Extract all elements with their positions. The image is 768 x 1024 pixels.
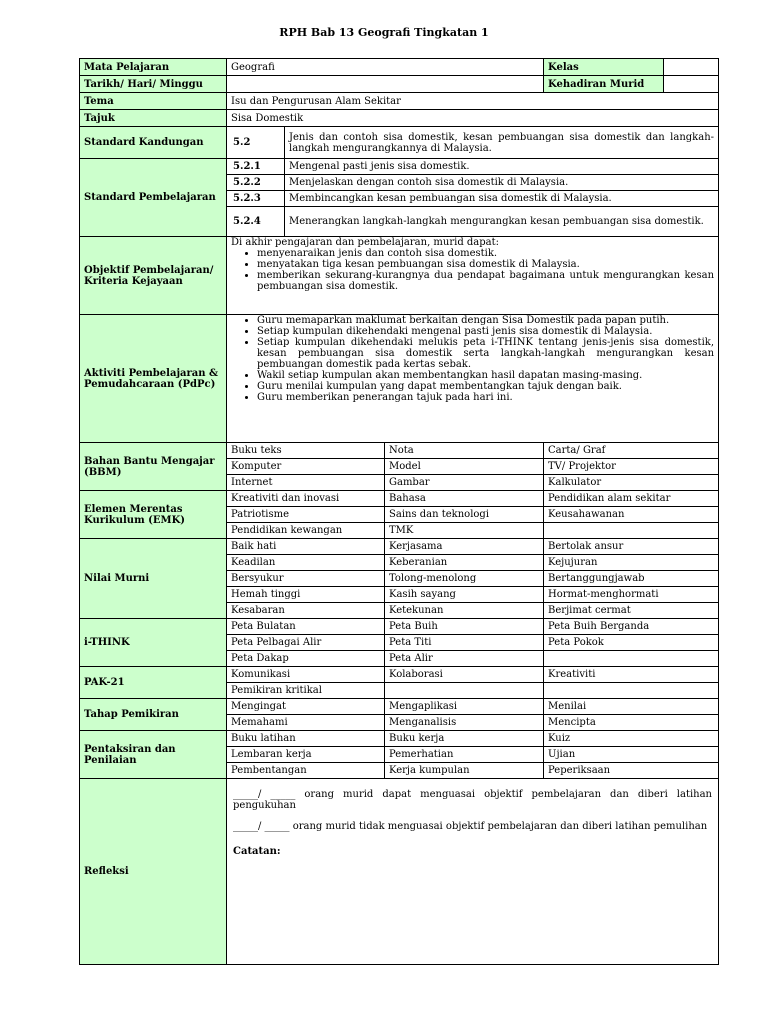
option-cell[interactable]: Peta Buih Berganda — [544, 619, 719, 635]
option-cell[interactable]: Bertolak ansur — [544, 539, 719, 555]
option-cell[interactable]: Menilai — [544, 699, 719, 715]
objektif-label: Objektif Pembelajaran/ Kriteria Kejayaan — [80, 237, 227, 315]
grid-row — [80, 539, 719, 555]
option-cell[interactable]: TV/ Projektor — [544, 459, 719, 475]
option-cell[interactable]: Gambar — [385, 475, 544, 491]
option-cell[interactable]: Mengaplikasi — [385, 699, 544, 715]
aktiviti-item: • Guru menilai kumpulan yang dapat membentangkan tajuk dengan baik. — [257, 381, 714, 392]
option-cell[interactable]: Komputer — [227, 459, 385, 475]
sp-text: Membincangkan kesan pembuangan sisa domestik di Malaysia. — [285, 191, 719, 207]
standard-pembelajaran-label: Standard Pembelajaran — [80, 159, 227, 237]
catatan-label[interactable]: Catatan: — [233, 846, 281, 857]
option-cell[interactable]: Buku kerja — [385, 731, 544, 747]
section-label: i-THINK — [80, 619, 227, 667]
mata-pelajaran-label: Mata Pelajaran — [80, 59, 227, 76]
row-tarikh — [80, 76, 719, 93]
grid-row — [80, 731, 719, 747]
sp-text: Menerangkan langkah-langkah mengurangkan kesan pembuangan sisa domestik. — [285, 207, 719, 237]
grid-row — [80, 491, 719, 507]
row-refleksi — [80, 779, 719, 965]
option-cell[interactable]: Buku latihan — [227, 731, 385, 747]
option-cell[interactable]: Carta/ Graf — [544, 443, 719, 459]
tema-label: Tema — [80, 93, 227, 110]
option-cell[interactable]: Peta Pokok — [544, 635, 719, 651]
option-cell[interactable] — [544, 651, 719, 667]
objektif-item: • menyatakan tiga kesan pembuangan sisa domestik di Malaysia. — [257, 259, 714, 270]
sp-code: 5.2.4 — [227, 207, 285, 237]
tarikh-value[interactable] — [227, 76, 544, 93]
option-cell[interactable]: Pemikiran kritikal — [227, 683, 385, 699]
tarikh-label: Tarikh/ Hari/ Minggu — [80, 76, 227, 93]
mata-pelajaran-value[interactable]: Geografi — [227, 59, 544, 76]
option-cell[interactable]: Kerjasama — [385, 539, 544, 555]
objektif-intro: Di akhir pengajaran dan pembelajaran, murid dapat: — [231, 237, 500, 248]
section-label: Nilai Murni — [80, 539, 227, 619]
option-cell[interactable]: Peta Alir — [385, 651, 544, 667]
option-cell[interactable]: Baik hati — [227, 539, 385, 555]
row-tema — [80, 93, 719, 110]
option-cell[interactable]: Kreativiti dan inovasi — [227, 491, 385, 507]
option-cell[interactable]: Kolaborasi — [385, 667, 544, 683]
option-cell[interactable]: Nota — [385, 443, 544, 459]
option-cell[interactable]: Peta Buih — [385, 619, 544, 635]
option-cell[interactable]: Pembentangan — [227, 763, 385, 779]
kehadiran-label: Kehadiran Murid — [544, 76, 664, 93]
option-cell[interactable]: Memahami — [227, 715, 385, 731]
aktiviti-label: Aktiviti Pembelajaran & Pemudahcaraan (PdPc) — [80, 315, 227, 443]
option-cell[interactable]: Pemerhatian — [385, 747, 544, 763]
option-cell[interactable]: Hemah tinggi — [227, 587, 385, 603]
kelas-value[interactable] — [664, 59, 719, 76]
option-cell[interactable]: Bahasa — [385, 491, 544, 507]
section-label: Bahan Bantu Mengajar (BBM) — [80, 443, 227, 491]
option-cell[interactable]: Keberanian — [385, 555, 544, 571]
tajuk-value[interactable]: Sisa Domestik — [227, 110, 719, 127]
option-cell[interactable]: TMK — [385, 523, 544, 539]
grid-sections — [80, 443, 719, 779]
sp-text: Mengenal pasti jenis sisa domestik. — [285, 159, 719, 175]
option-cell[interactable]: Tolong-menolong — [385, 571, 544, 587]
standard-kandungan-code: 5.2 — [227, 127, 285, 159]
grid-row — [80, 443, 719, 459]
aktiviti-content — [227, 315, 719, 443]
option-cell[interactable]: Keadilan — [227, 555, 385, 571]
option-cell[interactable]: Bertanggungjawab — [544, 571, 719, 587]
section-label: Elemen Merentas Kurikulum (EMK) — [80, 491, 227, 539]
option-cell[interactable]: Komunikasi — [227, 667, 385, 683]
option-cell[interactable]: Bersyukur — [227, 571, 385, 587]
option-cell[interactable]: Patriotisme — [227, 507, 385, 523]
section-label: PAK-21 — [80, 667, 227, 699]
document-title: RPH Bab 13 Geografi Tingkatan 1 — [279, 26, 489, 39]
section-label: Tahap Pemikiran — [80, 699, 227, 731]
sp-code: 5.2.1 — [227, 159, 285, 175]
aktiviti-item: • Guru memberikan penerangan tajuk pada hari ini. — [257, 392, 714, 403]
option-cell[interactable]: Keusahawanan — [544, 507, 719, 523]
option-cell[interactable]: Kreativiti — [544, 667, 719, 683]
row-standard-kandungan — [80, 127, 719, 159]
option-cell[interactable]: Buku teks — [227, 443, 385, 459]
option-cell[interactable] — [544, 523, 719, 539]
tajuk-label: Tajuk — [80, 110, 227, 127]
option-cell[interactable]: Pendidikan alam sekitar — [544, 491, 719, 507]
option-cell[interactable]: Peta Titi — [385, 635, 544, 651]
row-objektif — [80, 237, 719, 315]
section-label: Pentaksiran dan Penilaian — [80, 731, 227, 779]
aktiviti-item: • Guru memaparkan maklumat berkaitan dengan Sisa Domestik pada papan putih. — [257, 315, 714, 326]
option-cell[interactable]: Model — [385, 459, 544, 475]
option-cell[interactable]: Sains dan teknologi — [385, 507, 544, 523]
grid-row — [80, 667, 719, 683]
option-cell[interactable] — [385, 683, 544, 699]
sp-text: Menjelaskan dengan contoh sisa domestik di Malaysia. — [285, 175, 719, 191]
row-mata-pelajaran — [80, 59, 719, 76]
option-cell[interactable]: Kasih sayang — [385, 587, 544, 603]
option-cell[interactable]: Mencipta — [544, 715, 719, 731]
option-cell[interactable]: Kerja kumpulan — [385, 763, 544, 779]
sp-code: 5.2.2 — [227, 175, 285, 191]
option-cell[interactable]: Pendidikan kewangan — [227, 523, 385, 539]
tema-value[interactable]: Isu dan Pengurusan Alam Sekitar — [227, 93, 719, 110]
option-cell[interactable]: Lembaran kerja — [227, 747, 385, 763]
objektif-content — [227, 237, 719, 315]
aktiviti-item: • Setiap kumpulan dikehendaki mengenal pasti jenis sisa domestik di Malaysia. — [257, 326, 714, 337]
standard-kandungan-text: Jenis dan contoh sisa domestik, kesan pembuangan sisa domestik dan langkah-langkah mengurangkannya di Malaysia. — [285, 127, 719, 159]
aktiviti-list — [231, 315, 714, 403]
refleksi-line-pengukuhan[interactable]: _____/ _____ orang murid dapat menguasai objektif pembelajaran dan diberi latihan pengukuhan — [233, 789, 713, 811]
row-tajuk — [80, 110, 719, 127]
kelas-label: Kelas — [544, 59, 664, 76]
option-cell[interactable]: Peta Bulatan — [227, 619, 385, 635]
option-cell[interactable]: Peta Dakap — [227, 651, 385, 667]
row-aktiviti — [80, 315, 719, 443]
option-cell[interactable]: Peperiksaan — [544, 763, 719, 779]
standard-kandungan-label: Standard Kandungan — [80, 127, 227, 159]
option-cell[interactable]: Ketekunan — [385, 603, 544, 619]
option-cell[interactable]: Hormat-menghormati — [544, 587, 719, 603]
option-cell[interactable]: Menganalisis — [385, 715, 544, 731]
option-cell[interactable]: Kalkulator — [544, 475, 719, 491]
kehadiran-value[interactable] — [664, 76, 719, 93]
sp-code: 5.2.3 — [227, 191, 285, 207]
option-cell[interactable]: Ujian — [544, 747, 719, 763]
refleksi-content — [227, 779, 719, 965]
aktiviti-item: • Setiap kumpulan dikehendaki melukis peta i-THINK tentang jenis-jenis sisa domestik, kesan pembuangan sisa domestik serta langkah-langkah mengurangkan kesan pembuangan domestik pada kertas sebak. — [257, 337, 714, 370]
objektif-item: • menyenaraikan jenis dan contoh sisa domestik. — [257, 248, 714, 259]
option-cell[interactable]: Berjimat cermat — [544, 603, 719, 619]
grid-row — [80, 699, 719, 715]
option-cell[interactable]: Kesabaran — [227, 603, 385, 619]
option-cell[interactable]: Internet — [227, 475, 385, 491]
option-cell[interactable]: Kejujuran — [544, 555, 719, 571]
aktiviti-item: • Wakil setiap kumpulan akan membentangkan hasil dapatan masing-masing. — [257, 370, 714, 381]
grid-row — [80, 619, 719, 635]
refleksi-line-pemulihan[interactable]: _____/ _____ orang murid tidak menguasai objektif pembelajaran dan diberi latihan pemulihan — [233, 821, 708, 832]
objektif-list — [231, 248, 714, 292]
option-cell[interactable] — [544, 683, 719, 699]
refleksi-label: Refleksi — [80, 779, 227, 965]
lesson-plan-table — [79, 58, 719, 965]
row-standard-pembelajaran-1 — [80, 159, 719, 175]
option-cell[interactable]: Mengingat — [227, 699, 385, 715]
option-cell[interactable]: Peta Pelbagai Alir — [227, 635, 385, 651]
option-cell[interactable]: Kuiz — [544, 731, 719, 747]
objektif-item: • memberikan sekurang-kurangnya dua pendapat bagaimana untuk mengurangkan kesan pembuangan sisa domestik. — [257, 270, 714, 292]
